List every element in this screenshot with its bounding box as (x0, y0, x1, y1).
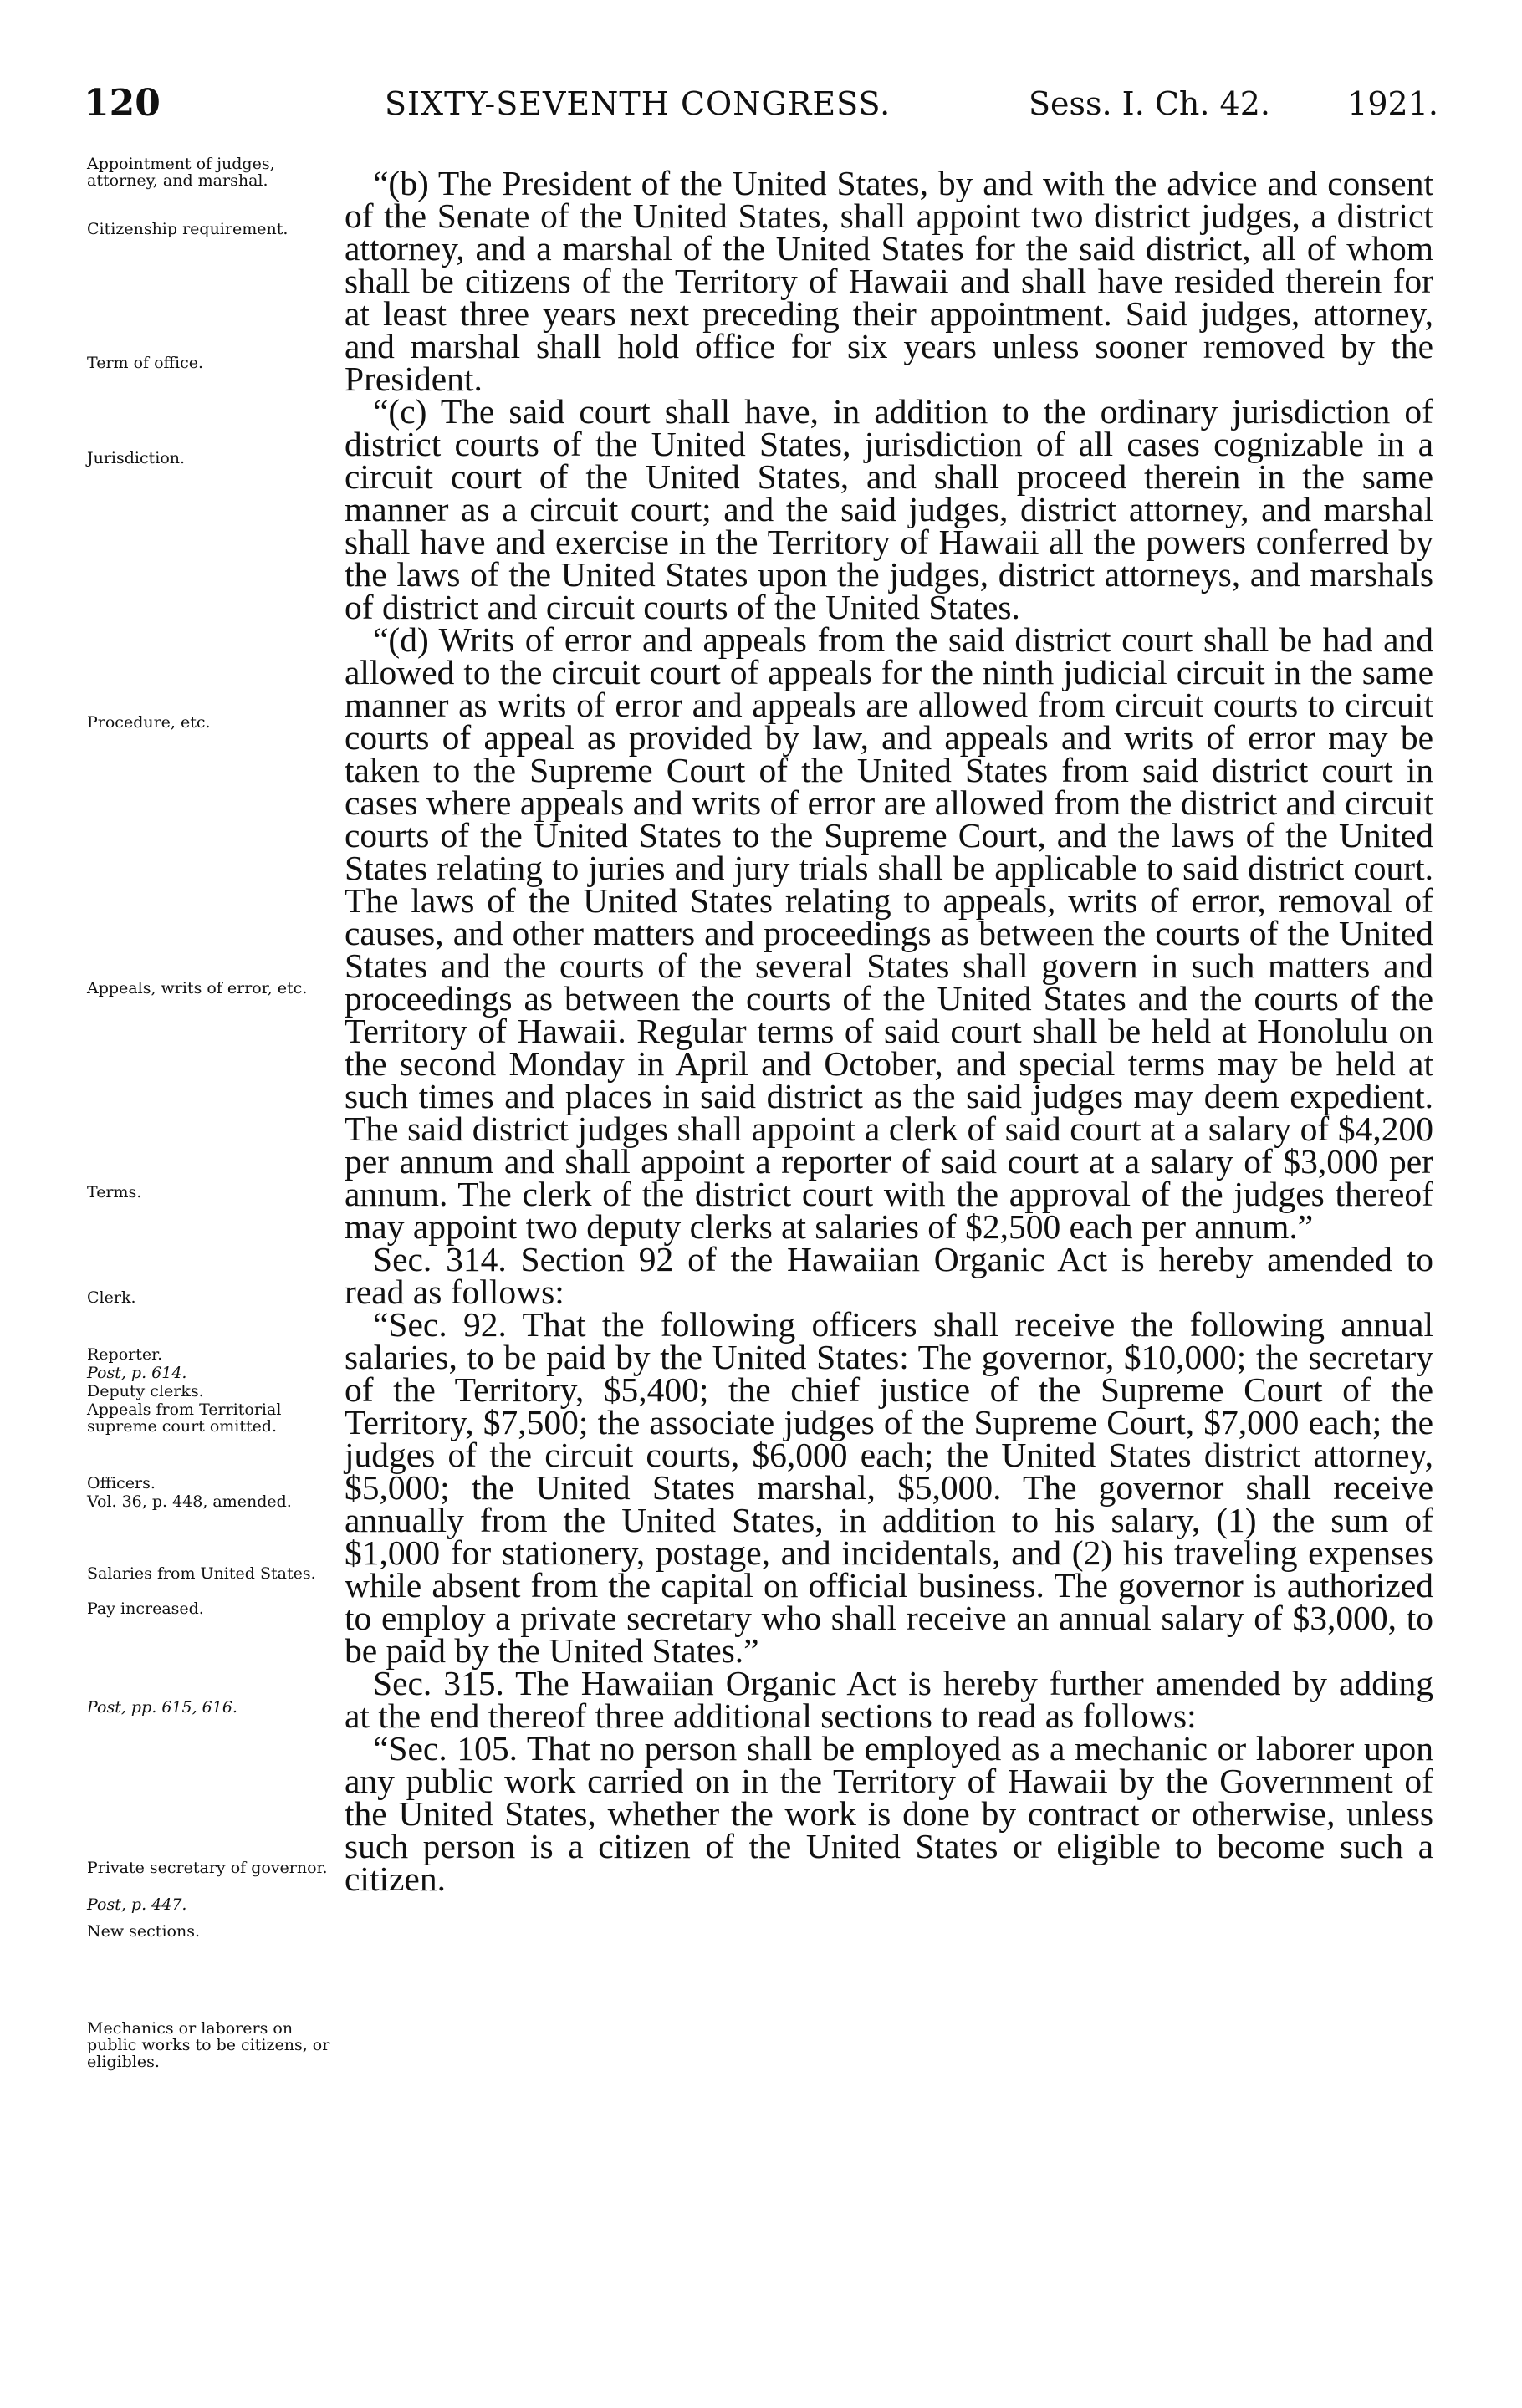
paragraph-d: “(d) Writs of error and appeals from the said district court shall be had and allowed to the circuit court of appeals for the ninth judicial circuit in the same manner as writs of error and appeals are allowed from circuit courts to circuit courts of appeal as provided by law, and appeals and writs of error may be taken to the Supreme Court of the United States from said district court in cases where appeals and writs of error are allowed from the district and circuit courts of the United States to the Supreme Court, and the laws of the United States relating to juries and jury trials shall be applicable to said district court. The laws of the United States relating to appeals, writs of error, removal of causes, and other matters and proceedings as between the courts of the United States and the courts of the several States shall govern in such matters and proceedings as between the courts of the United States and the courts of the Territory of Hawaii. Regular terms of said court shall be held at Honolulu on the second Monday in April and October, and special terms may be held at such times and places in said district as the said judges may deem expedient. The said district judges shall appoint a clerk of said court at a salary of $4,200 per annum and shall appoint a reporter of said court at a salary of $3,000 per annum. The clerk of the district court with the approval of the judges thereof may appoint two deputy clerks at salaries of $2,500 each per annum.” (345, 620, 1433, 1246)
margin-note-salaries: Salaries from United States. (87, 1564, 316, 1583)
margin-note-appeals: Appeals, writs of error, etc. (87, 979, 308, 997)
margin-note-appointment: Appointment of judges, attorney, and marshal. (87, 155, 275, 190)
margin-note-salaries-ref: Post, pp. 615, 616. (87, 1698, 237, 1717)
margin-note-mechanics: Mechanics or laborers on public works to be citizens, or eligibles. (87, 2019, 330, 2071)
section-315: Sec. 315. The Hawaiian Organic Act is hereby further amended by adding at the end thereof three additional sections to read as follows: (345, 1664, 1433, 1735)
margin-note-terms: Terms. (87, 1183, 142, 1201)
section-92-text: “Sec. 92. That the following officers shall receive the following annual salaries, to be paid by the United States: The governor, $10,000; the secretary of the Territory, $5,400; the chief justice of the Supreme Court of the Territory, $7,500; the associate judges of the Supreme Court, $7,000 each; the judges of the circuit courts, $6,000 each; the United States district attorney, $5,000; the United States marshal, $5,000. The governor shall receive annually from the United States, in addition to his salary, (1) the sum of $1,000 for stationery, postage, and incidentals, and (2) his traveling expenses while absent from the capital on official business. The governor is authorized to employ a private secretary who shall receive an annual salary of $3,000, to be paid by the United States.” (345, 1305, 1433, 1670)
running-head-session: Sess. I. Ch. 42. (1029, 85, 1270, 122)
margin-note-officers: Officers. (87, 1474, 156, 1492)
margin-note-deputy-clerks: Deputy clerks. (87, 1382, 204, 1400)
margin-note-clerk: Clerk. (87, 1288, 136, 1307)
running-head-year: 1921. (1347, 85, 1438, 122)
margin-note-jurisdiction: Jurisdiction. (87, 449, 186, 467)
margin-note-term-of-office: Term of office. (87, 354, 204, 372)
section-105-text: “Sec. 105. That no person shall be employed as a mechanic or laborer upon any public work carried on in the Territory of Hawaii by the Government of the United States, whether the work is done by contract or otherwise, unless such person is a citizen of the United States or eligible to become such a citizen. (345, 1729, 1433, 1898)
margin-notes (0, 0, 343, 2408)
page-number: 120 (84, 82, 161, 125)
margin-note-new-sections: New sections. (87, 1922, 200, 1941)
margin-note-procedure: Procedure, etc. (87, 713, 211, 732)
margin-note-vol-36: Vol. 36, p. 448, amended. (87, 1492, 292, 1511)
paragraph-b: “(b) The President of the United States, by and with the advice and consent of the Senate of the United States, shall appoint two district judges, a district attorney, and a marshal of the United States for the said district, all of whom shall be citizens of the Territory of Hawaii and shall have resided therein for at least three years next preceding their appointment. Said judges, attorney, and marshal shall hold office for six years unless sooner removed by the President. (345, 164, 1433, 398)
margin-note-reporter-ref: Post, p. 614. (87, 1364, 187, 1382)
statute-body (345, 164, 1433, 1898)
margin-note-reporter: Reporter. (87, 1345, 163, 1364)
margin-note-private-secretary-ref: Post, p. 447. (87, 1895, 187, 1914)
section-314: Sec. 314. Section 92 of the Hawaiian Organic Act is hereby amended to read as follows: (345, 1240, 1433, 1311)
margin-note-pay-increased: Pay increased. (87, 1599, 204, 1618)
running-head-title: SIXTY-SEVENTH CONGRESS. (385, 85, 891, 122)
paragraph-c: “(c) The said court shall have, in addition to the ordinary jurisdiction of district courts of the United States, jurisdiction of all cases cognizable in a circuit court of the United States, and shall proceed therein in the same manner as a circuit court; and the said judges, district attorney, and marshal shall have and exercise in the Territory of Hawaii all the powers conferred by the laws of the United States upon the judges, district attorneys, and marshals of district and circuit courts of the United States. (345, 392, 1433, 626)
margin-note-appeals-omitted: Appeals from Territorial supreme court omitted. (87, 1400, 282, 1436)
margin-note-private-secretary: Private secretary of governor. (87, 1859, 328, 1877)
margin-note-citizenship: Citizenship requirement. (87, 220, 289, 238)
